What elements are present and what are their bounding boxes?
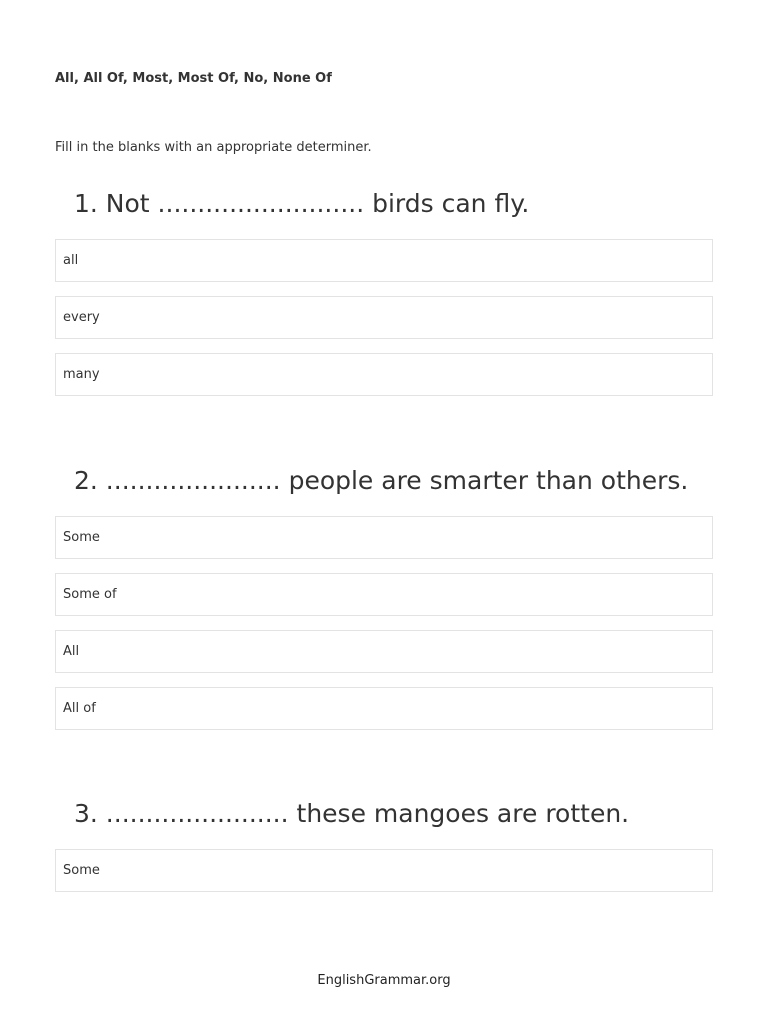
option-q1-every[interactable]: every xyxy=(55,296,713,339)
question-1-text: 1. Not .......................... birds can fly. xyxy=(74,189,530,218)
question-3-options xyxy=(55,849,713,892)
page-title: All, All Of, Most, Most Of, No, None Of xyxy=(55,71,332,86)
instructions-text: Fill in the blanks with an appropriate determiner. xyxy=(55,140,372,155)
footer-site-name: EnglishGrammar.org xyxy=(317,973,451,988)
question-2-text: 2. ...................... people are smarter than others. xyxy=(74,466,689,495)
question-3 xyxy=(55,799,713,906)
option-q2-all-of[interactable]: All of xyxy=(55,687,713,730)
question-2-options xyxy=(55,516,713,730)
option-q2-some-of[interactable]: Some of xyxy=(55,573,713,616)
option-q1-many[interactable]: many xyxy=(55,353,713,396)
question-2 xyxy=(55,466,713,744)
question-1-options xyxy=(55,239,713,396)
question-1 xyxy=(55,189,713,410)
option-q2-some[interactable]: Some xyxy=(55,516,713,559)
question-3-text: 3. ....................... these mangoes are rotten. xyxy=(74,799,630,828)
option-q3-some[interactable]: Some xyxy=(55,849,713,892)
option-q2-all[interactable]: All xyxy=(55,630,713,673)
option-q1-all[interactable]: all xyxy=(55,239,713,282)
